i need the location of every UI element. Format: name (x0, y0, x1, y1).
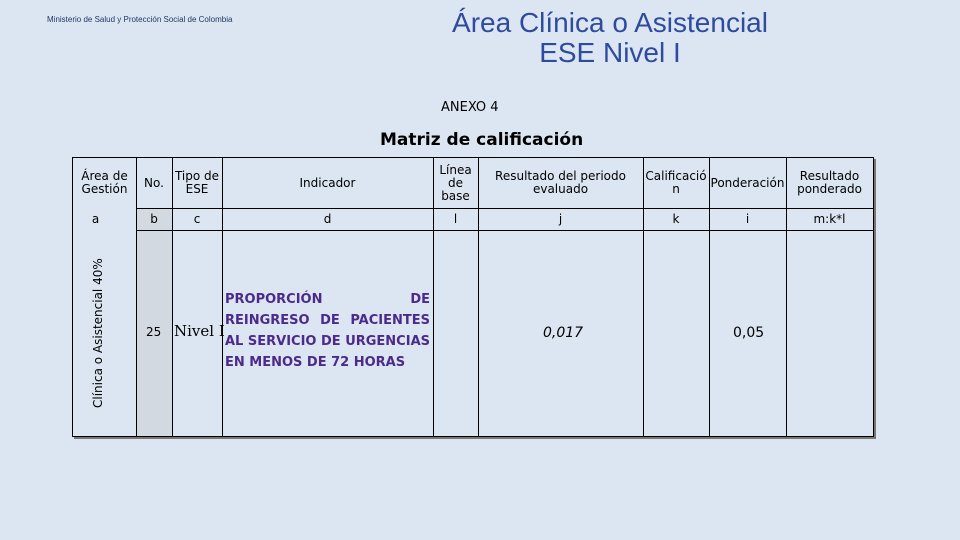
header-divider (136, 208, 873, 209)
header-resultado-ponderado: Resultado ponderado (797, 169, 862, 196)
row-resultado: 0,017 (543, 325, 584, 341)
code-no: b (150, 211, 158, 226)
no-column-shade (136, 208, 172, 436)
code-calificacion: k (672, 211, 680, 226)
header-tipo: Tipo de ESE (174, 169, 220, 196)
ministry-label: Ministerio de Salud y Protección Social de Colombia (47, 15, 233, 24)
title-line-1: Área Clínica o Asistencial (452, 7, 768, 38)
row-indicator: PROPORCIÓN DE REINGRESO DE PACIENTES AL SERVICIO DE URGENCIAS EN MENOS DE 72 HORAS (225, 292, 430, 370)
area-vertical-label: Clínica o Asistencial 40% (91, 258, 105, 408)
header-ponderacion: Ponderación (710, 175, 785, 190)
annex-label: ANEXO 4 (441, 100, 499, 115)
code-area: a (91, 211, 100, 226)
header-no: No. (144, 175, 164, 190)
code-ponderacion: i (745, 211, 750, 226)
matrix-title: Matriz de calificación (380, 130, 584, 150)
code-divider (136, 230, 873, 231)
header-area: Área de Gestión (81, 169, 128, 196)
header-linea: Línea de base (439, 162, 472, 203)
row-tipo: Nivel I (174, 322, 225, 340)
row-ponderacion: 0,05 (733, 325, 765, 341)
code-indicador: d (323, 211, 332, 226)
header-resultado: Resultado del periodo evaluado (495, 169, 626, 196)
title-line-2: ESE Nivel I (539, 37, 681, 68)
code-linea: l (453, 211, 458, 226)
header-calificacion: Calificació n (645, 169, 707, 196)
code-resultado-ponderado: m:k*l (813, 211, 846, 226)
page-title (420, 8, 800, 68)
header-indicador: Indicador (299, 175, 356, 190)
rating-matrix-table (72, 157, 874, 437)
row-number: 25 (146, 325, 162, 339)
code-tipo: c (193, 211, 201, 226)
code-resultado: j (558, 211, 563, 226)
